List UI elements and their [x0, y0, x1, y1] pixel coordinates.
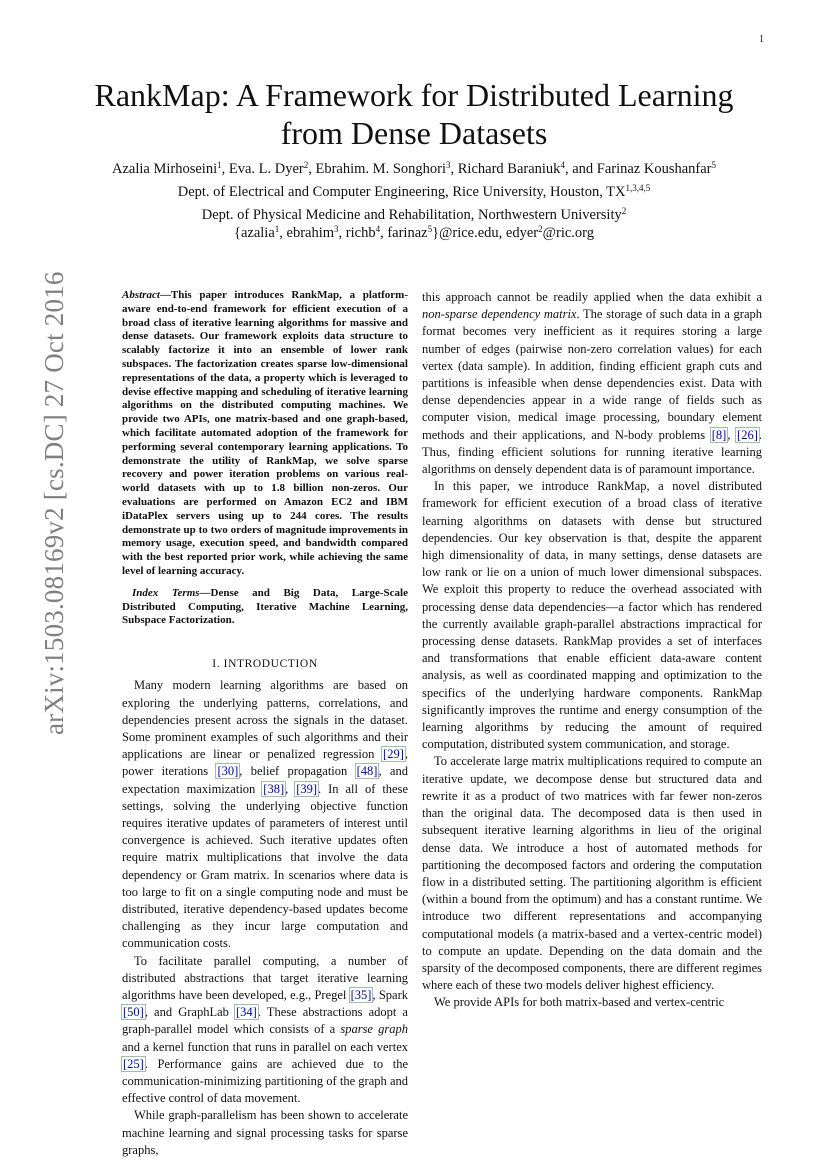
text-run: To facilitate parallel computing, a number of distributed abstractions that target iterative learning algorithms have been developed, e.g., Pregel [122, 953, 408, 1002]
affiliation-1-text: Dept. of Electrical and Computer Engineering, Rice University, Houston, TX [177, 184, 626, 200]
citation-link[interactable]: [38] [263, 781, 285, 796]
author-name: Ebrahim. M. Songhori [315, 161, 446, 177]
text-run: , power iterations [122, 747, 408, 779]
intro-paragraph-3: While graph-parallelism has been shown to accelerate machine learning and signal processing tasks for sparse graphs, [122, 1108, 408, 1157]
email-sup: 5 [427, 224, 433, 234]
author-name: Richard Baraniuk [457, 161, 561, 177]
index-terms-label: Index Terms [132, 586, 200, 599]
author-list [40, 160, 788, 178]
email-part: , richb [338, 225, 376, 241]
citation-link[interactable]: [25] [123, 1056, 144, 1071]
email-part: , ebrahim [279, 225, 335, 241]
email-part: , farinaz [380, 225, 428, 241]
author-name: Azalia Mirhoseini [112, 161, 218, 177]
email-sup: 2 [538, 224, 543, 234]
text-run: . Performance gains are achieved due to the communication-minimizing partitioning of the graph and effective control of data movement. [122, 1056, 408, 1106]
citation-link[interactable]: [48] [356, 764, 378, 779]
text-run: , [727, 427, 737, 442]
index-terms [122, 587, 408, 628]
text-run: , [285, 781, 296, 796]
text-run: , belief propagation [239, 764, 356, 779]
affiliation-1 [40, 184, 788, 201]
email-sup: 1 [274, 224, 280, 234]
page-number: 1 [759, 34, 764, 45]
author-name: Eva. L. Dyer [228, 161, 304, 177]
author-affiliation-marker: 1 [217, 160, 222, 170]
author-affiliation-marker: 4 [560, 160, 565, 170]
affiliation-2-sup: 2 [621, 206, 627, 216]
intro-paragraph-4: In this paper, we introduce RankMap, a novel distributed framework for efficient execution of a broad class of iterative learning algorithms on datasets with dense but structured dependencies. Our key observation is that, despite the apparent high dimensionality of data, in many settings, dense datasets are low rank or lie on a union of much lower dimensional subspaces. We exploit this property to reduce the overhead associated with processing dense data dependencies—a factor which has rendered the currently available graph-parallel abstractions impractical for processing dense datasets. RankMap provides a set of interfaces and transformations that enable efficient data-aware content analysis, as well as coordinated mapping and optimization to the specifics of the underlying hardware components. RankMap significantly improves the runtime and energy consumption of the learning algorithms by reducing the amount of required computation, distributed system communication, and storage. [422, 479, 762, 752]
affiliation-1-sup: 1,3,4,5 [625, 183, 651, 193]
text-run: . Thus, finding efficient solutions for running iterative learning algorithms on densely dependent data is of paramount importance. [422, 427, 762, 477]
author-affiliation-marker: 5 [711, 160, 716, 170]
text-run: , and GraphLab [144, 1005, 235, 1020]
right-column [422, 289, 762, 1012]
text-run: . These abstractions adopt a graph-parallel model which consists of a [122, 1005, 408, 1037]
author-separator: , and [564, 161, 597, 177]
email-part: {azalia [234, 225, 275, 241]
text-run: . The storage of such data in a graph format becomes very inefficient as it requires storing a large number of edges (pairwise non-zero correlation values) for each vertex (data sample). In addition, finding efficient graph cuts and partitions is infeasible when dense dependencies exist. Data with dense dependencies appear in a wide range of fields such as computer vision, medical image processing, boundary element methods and their applications, and N-body problems [422, 307, 762, 442]
arxiv-id: arXiv:1503.08169v2 [cs.DC] 27 Oct 2016 [39, 271, 69, 735]
author-separator: , [308, 161, 316, 177]
author-affiliation-marker: 2 [303, 160, 309, 170]
citation-link[interactable]: [30] [217, 764, 239, 779]
index-terms-text: —Dense and Big Data, Large-Scale Distributed Computing, Iterative Machine Learning, Subspace Factorization. [122, 586, 408, 627]
author-affiliation-marker: 3 [446, 160, 451, 170]
email-addresses [40, 225, 788, 242]
email-part: @ric.org [542, 225, 594, 241]
citation-link[interactable]: [34] [235, 1005, 257, 1020]
text-run: this approach cannot be readily applied when the data exhibit a [422, 290, 762, 304]
intro-paragraph-1 [122, 677, 408, 952]
paper-title: RankMap: A Framework for Distributed Learning from Dense Datasets [94, 77, 734, 151]
text-run: and a kernel function that runs in parallel on each vertex [122, 1039, 408, 1054]
author-separator: , [221, 161, 229, 177]
text-run: , Spark [372, 987, 408, 1002]
citation-link[interactable]: [50] [123, 1005, 144, 1020]
section-heading: I. INTRODUCTION [212, 658, 318, 671]
left-column [122, 289, 408, 1159]
intro-paragraph-6: We provide APIs for both matrix-based and vertex-centric [434, 995, 725, 1010]
citation-link[interactable]: [39] [296, 781, 318, 796]
intro-paragraph-3-cont [422, 289, 762, 478]
author-separator: , [450, 161, 458, 177]
citation-link[interactable]: [8] [711, 427, 727, 442]
citation-link[interactable]: [35] [350, 987, 372, 1002]
affiliation-2-text: Dept. of Physical Medicine and Rehabilitation, Northwestern University [201, 207, 622, 223]
text-run: , and expectation maximization [122, 764, 408, 796]
text-run: Many modern learning algorithms are based on exploring the underlying patterns, correlations, and dependencies present across the signals in the dataset. Some prominent examples of such algorithms and their applications are linear or penalized regression [122, 678, 408, 762]
citation-link[interactable]: [29] [383, 747, 404, 762]
abstract-text: —This paper introduces RankMap, a platform-aware end-to-end framework for efficient execution of a broad class of iterative learning algorithms for massive and dense datasets. Our framework exploits data structure to scalably factorize it into an ensemble of lower rank subspaces. The factorization creates sparse low-dimensional representations of the data, a property which is leveraged to devise effective mapping and scheduling of iterative learning algorithms on the distributed computing machines. We provide two APIs, one matrix-based and one graph-based, which facilitate automated adoption of the framework for performing several contemporary learning applications. To demonstrate the utility of RankMap, we solve sparse recovery and power iteration problems on various real-world datasets with up to 1.8 billion non-zeros. Our evaluations are performed on Amazon EC2 and IBM iDataPlex servers using up to 244 cores. The results demonstrate up to two orders of magnitude improvements in memory usage, execution speed, and bandwidth compared with the best reported prior work, while achieving the same level of learning accuracy. [122, 289, 408, 577]
email-sup: 3 [334, 224, 339, 234]
email-sup: 4 [375, 224, 381, 234]
abstract-label: Abstract [122, 289, 160, 301]
emphasis-text: sparse graph [340, 1022, 408, 1037]
affiliation-2 [40, 207, 788, 224]
arxiv-watermark [14, 271, 69, 735]
intro-paragraph-5: To accelerate large matrix multiplications required to compute an iterative update, we decompose dense but structured data and rewrite it as a product of two matrices with far fewer non-zeros than the original data. The decomposed data is then used in subsequent iterative learning algorithms in lieu of the original dense data. We introduce a host of automated methods for partitioning the decomposed factors and ordering the computation flow in a distributed setting. The partitioning algorithm is efficient (within a bound from the optimum) and has a constant runtime. We introduce two different representations and accompanying computational models (a matrix-based and a vertex-centric model) to compute an update. Depending on the data domain and the sparsity of the decomposed components, there are different regimes where each of these two models deliver highest efficiency. [422, 754, 762, 993]
text-run: . In all of these settings, solving the underlying objective function requires iterative updates of parameters of interest until convergence is achieved. Such iterative updates often require matrix multiplications that involve the data dependency or Gram matrix. In scenarios where data is too large to fit on a single computing node and must be distributed, iterative dependency-based updates become challenging as they incur large computation and communication costs. [122, 781, 409, 951]
author-name: Farinaz Koushanfar [596, 161, 712, 177]
email-part: }@rice.edu, edyer [432, 225, 539, 241]
abstract [122, 289, 408, 579]
emphasis-text: non-sparse dependency matrix [422, 307, 577, 322]
intro-paragraph-2 [122, 953, 408, 1108]
citation-link[interactable]: [26] [737, 427, 758, 442]
